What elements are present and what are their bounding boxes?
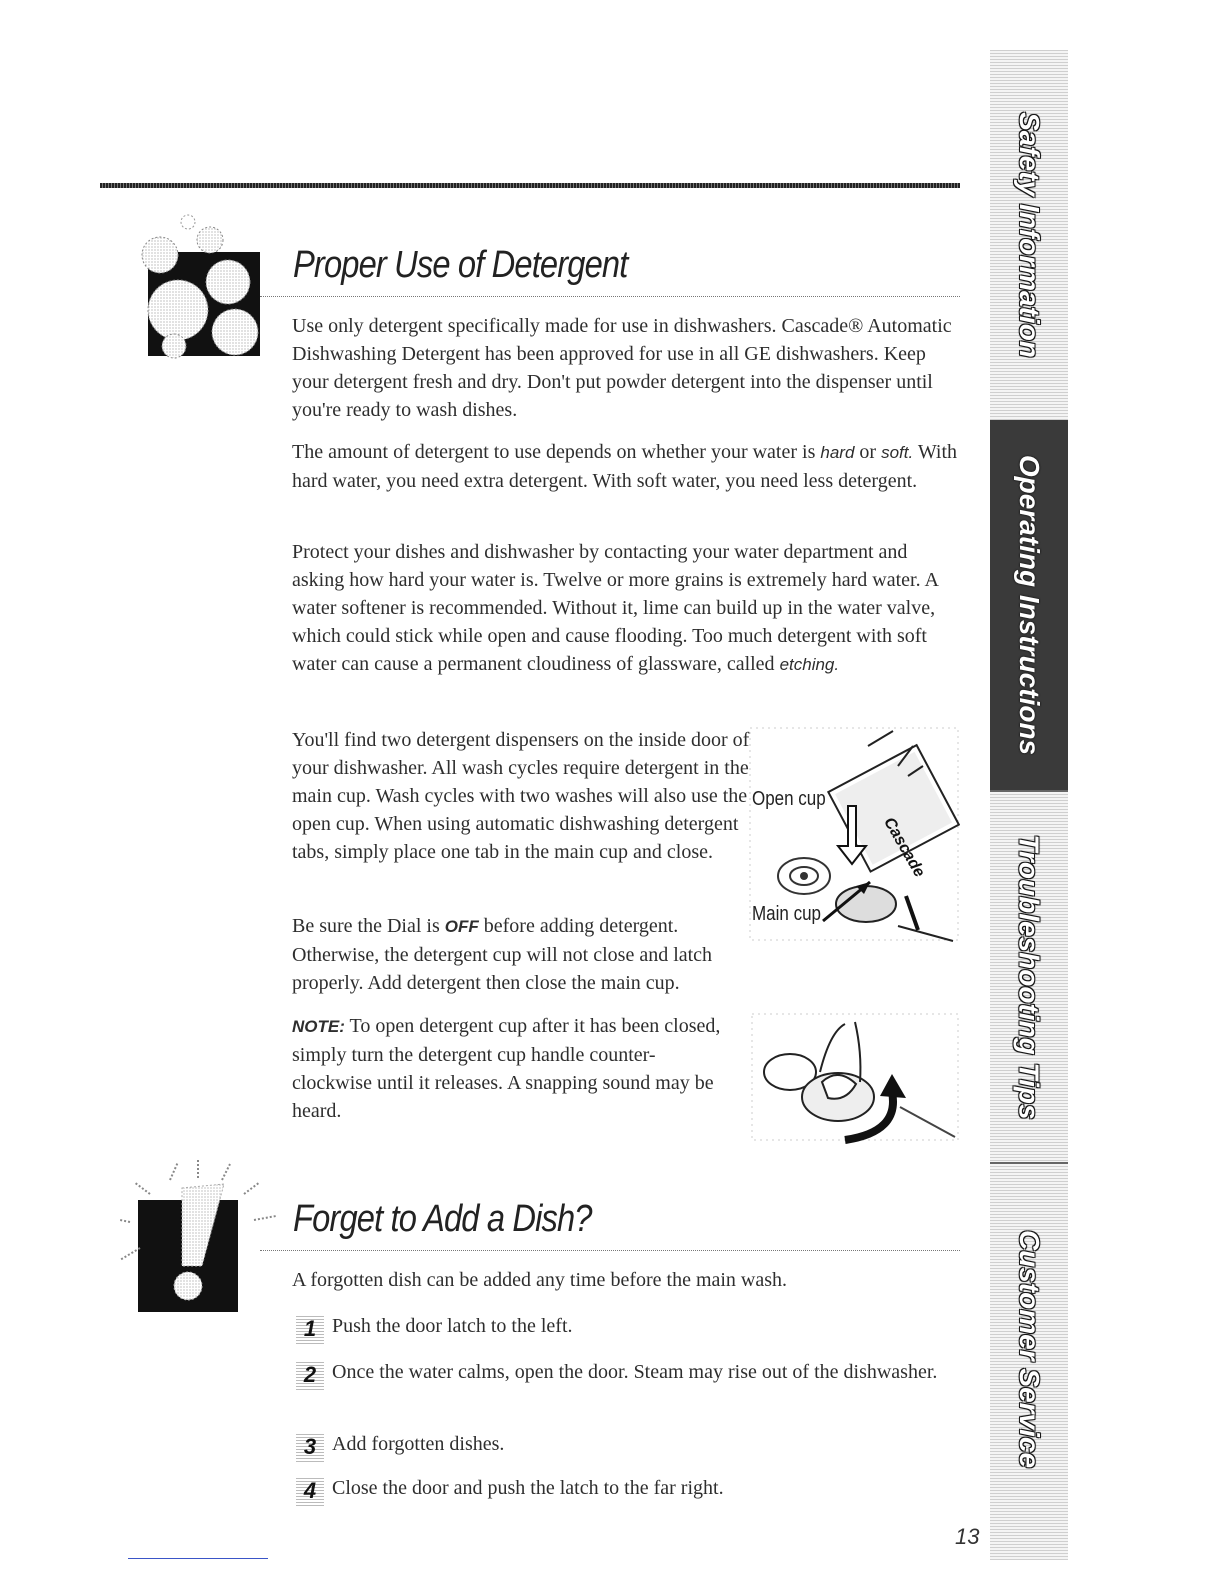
step-2 <box>296 1358 956 1418</box>
tab-customer-service[interactable] <box>990 1164 1068 1534</box>
tab-label: Operating Instructions <box>1014 454 1045 756</box>
paragraph-water-softener: Protect your dishes and dishwasher by contacting your water department and asking how hard your water is. Twelve or more grains is extremely hard water. A water softener is recommended. Without it, lime can build up in the water valve, which could stick while open and cause flooding. Too much detergent with soft water can cause a permanent cloudiness of glassware, called etching. <box>292 541 938 675</box>
section-title-proper-use-of-detergent: Proper Use of Detergent <box>293 244 628 286</box>
open-cup-label: Open cup <box>752 788 826 810</box>
detergent-box-brand: Cascade <box>880 814 928 881</box>
note-label: NOTE: <box>292 1017 345 1036</box>
tab-safety-information[interactable] <box>990 50 1068 420</box>
step-4 <box>296 1474 956 1514</box>
keyword-hard: hard <box>820 443 855 462</box>
keyword-etching: etching. <box>779 655 840 674</box>
paragraph-water-hardness: The amount of detergent to use depends on whether your water is hard or soft. With hard water, you need extra detergent. With soft water, you need less detergent. <box>292 441 958 492</box>
footer-rule <box>128 1558 268 1559</box>
paragraph-dial-off: Be sure the Dial is OFF before adding detergent. Otherwise, the detergent cup will not close and latch properly. Add detergent then close the main cup. <box>292 915 713 994</box>
step-number-badge: 2 <box>296 1360 324 1390</box>
tab-label: Safety Information <box>1014 112 1045 358</box>
step-number-badge: 4 <box>296 1476 324 1506</box>
paragraph-detergent-intro: Use only detergent specifically made for use in dishwashers. Cascade® Automatic Dishwashing Detergent has been approved for use in all GE dishwashers. Keep your detergent fresh and dry. Don't put powder detergent into the dispenser until you're ready to wash dishes. <box>292 315 952 421</box>
step-text: Add forgotten dishes. <box>332 1433 505 1455</box>
paragraph-forgotten-dish: A forgotten dish can be added any time before the main wash. <box>292 1269 788 1291</box>
keyword-soft: soft. <box>881 443 914 462</box>
step-number-badge: 3 <box>296 1432 324 1462</box>
main-cup-label: Main cup <box>752 903 821 925</box>
tab-operating-instructions[interactable] <box>990 420 1068 790</box>
section-tabs-sidebar <box>990 50 1068 1560</box>
step-number-badge: 1 <box>296 1314 324 1344</box>
turn-cup-handle-illustration <box>750 1012 960 1152</box>
step-text: Close the door and push the latch to the far right. <box>332 1477 724 1499</box>
step-1 <box>296 1312 956 1352</box>
exclamation-alert-icon <box>120 1160 280 1315</box>
tab-troubleshooting-tips[interactable] <box>990 792 1068 1162</box>
section-title-forget-to-add-a-dish: Forget to Add a Dish? <box>293 1198 592 1240</box>
tab-label: Troubleshooting Tips <box>1014 834 1045 1120</box>
step-text: Push the door latch to the left. <box>332 1315 573 1337</box>
paragraph-dispensers: You'll find two detergent dispensers on the inside door of your dishwasher. All wash cycles require detergent in the main cup. Wash cycles with two washes will also use the open cup. When using automatic dishwashing detergent tabs, simply place one tab in the main cup and close. <box>292 729 750 863</box>
paragraph-note: NOTE: To open detergent cup after it has been closed, simply turn the detergent cup handle counter-clockwise until it releases. A snapping sound may be heard. <box>292 1015 721 1122</box>
title-rule-2 <box>260 1250 960 1251</box>
page-number: 13 <box>955 1524 980 1549</box>
step-3 <box>296 1430 956 1470</box>
keyword-off: OFF <box>444 917 479 936</box>
title-rule <box>260 296 960 297</box>
top-rule <box>100 183 960 188</box>
tab-label: Customer Service <box>1014 1229 1046 1469</box>
detergent-bubbles-icon <box>130 210 265 360</box>
step-text: Once the water calms, open the door. Steam may rise out of the dishwasher. <box>332 1361 938 1383</box>
